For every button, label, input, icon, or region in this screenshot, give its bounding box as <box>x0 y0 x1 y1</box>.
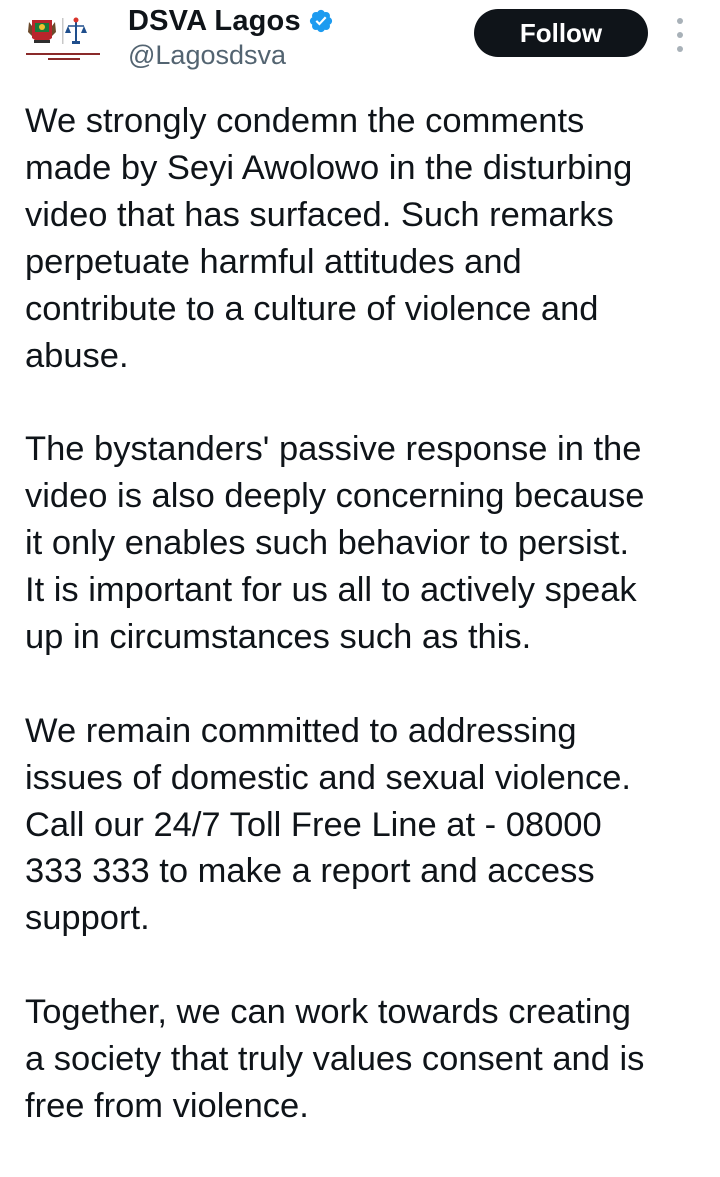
more-dot <box>677 18 683 24</box>
verified-badge-icon <box>308 8 334 34</box>
more-dot <box>677 46 683 52</box>
lagos-state-crest-logo-icon <box>22 12 106 72</box>
avatar[interactable] <box>22 12 106 72</box>
tweet-header <box>0 0 720 84</box>
author-name-block <box>128 2 334 71</box>
follow-button[interactable]: Follow <box>474 9 648 57</box>
more-dot <box>677 32 683 38</box>
tweet-paragraph: We remain committed to addressing issues of domestic and sexual violence. Call our 24/7 Toll Free Line at - 08000 333 333 to make a report and access support. <box>25 711 631 938</box>
tweet-paragraph: The bystanders' passive response in the video is also deeply concerning because it only enables such behavior to persist. It is important for us all to actively speak up in circumstances such as this. <box>25 430 645 656</box>
author-handle[interactable]: @Lagosdsva <box>128 40 287 70</box>
display-name[interactable]: DSVA Lagos <box>128 4 301 37</box>
tweet-paragraph: Together, we can work towards creating a society that truly values consent and is free from violence. <box>25 993 645 1125</box>
tweet-paragraph: We strongly condemn the comments made by Seyi Awolowo in the disturbing video that has surfaced. Such remarks perpetuate harmful attitudes and contribute to a culture of violence and abuse. <box>25 102 633 375</box>
more-vertical-icon[interactable] <box>668 18 692 52</box>
display-name-row <box>128 2 334 40</box>
tweet-text <box>25 98 705 1177</box>
